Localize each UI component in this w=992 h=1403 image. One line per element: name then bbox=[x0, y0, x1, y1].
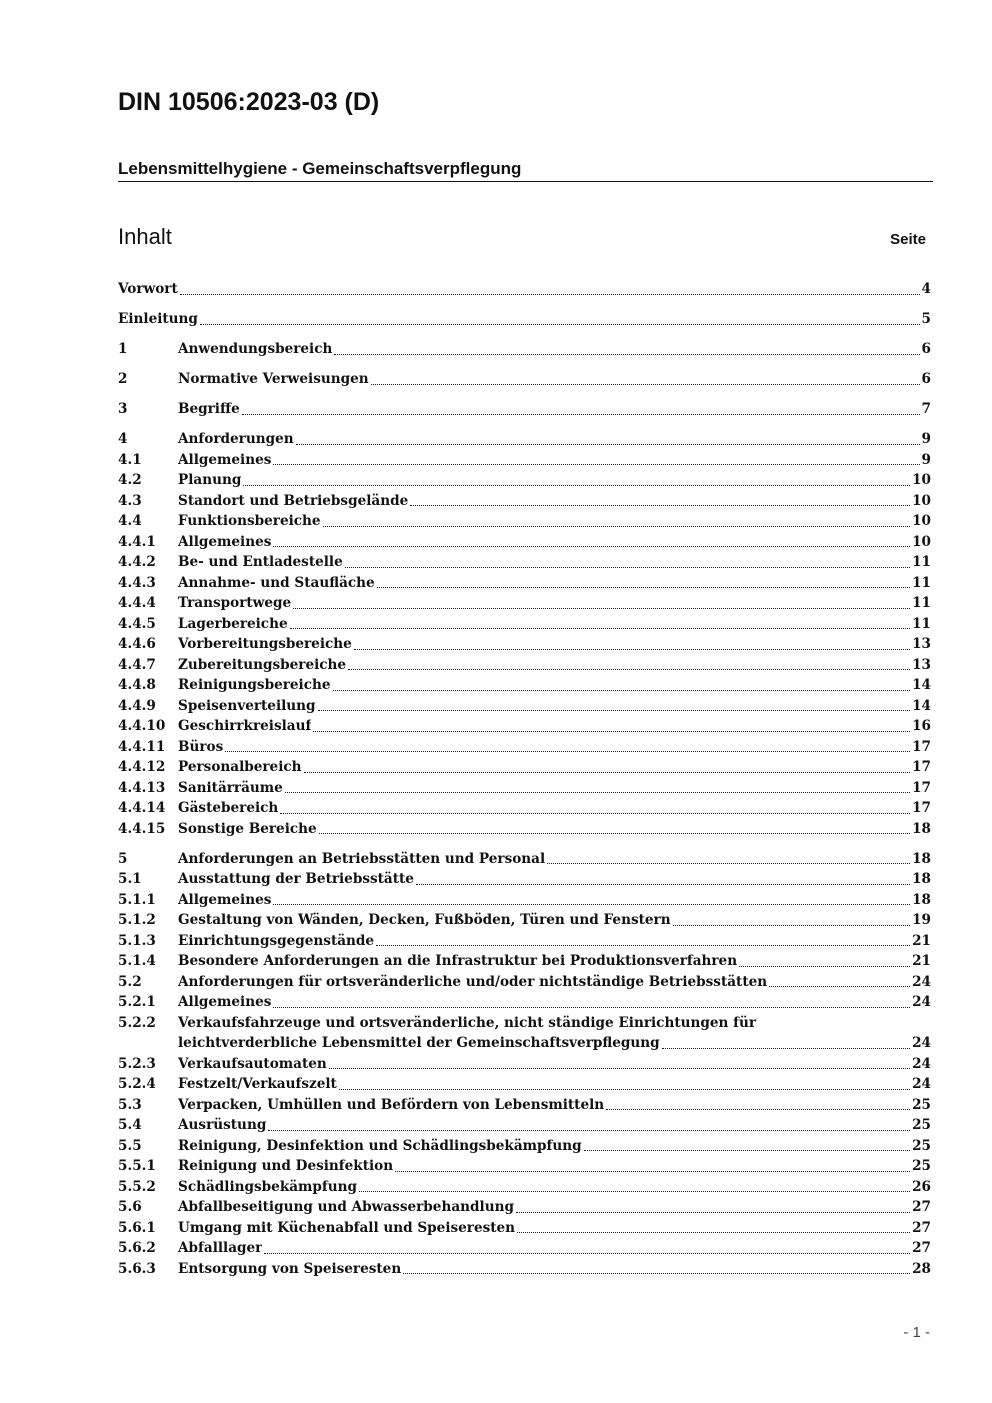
toc-entry-page: 18 bbox=[912, 850, 931, 867]
toc-entry[interactable] bbox=[118, 429, 931, 450]
toc-entry-number: 2 bbox=[118, 371, 128, 387]
toc-heading: Inhalt bbox=[118, 224, 172, 249]
toc-entry-title: Entsorgung von Speiseresten bbox=[178, 1260, 402, 1277]
toc-entry-page: 19 bbox=[912, 912, 931, 928]
toc-entry-number: 5.5.1 bbox=[118, 1158, 156, 1174]
toc-entry-number: 4.4.10 bbox=[118, 718, 166, 734]
toc-leader bbox=[318, 710, 911, 711]
toc-entry-page: 11 bbox=[912, 595, 931, 611]
toc-entry-page: 11 bbox=[912, 554, 931, 570]
toc-entry[interactable] bbox=[118, 491, 931, 512]
toc-entry[interactable] bbox=[118, 1197, 931, 1218]
toc-entry-page: 24 bbox=[912, 1055, 931, 1072]
toc-entry-page: 28 bbox=[912, 1260, 931, 1277]
toc-entry-number: 5.6 bbox=[118, 1199, 142, 1215]
toc-entry-title: Verpacken, Umhüllen und Befördern von Lebensmitteln bbox=[178, 1096, 605, 1113]
toc-leader bbox=[313, 731, 910, 732]
toc-leader bbox=[333, 690, 911, 691]
document-subtitle: Lebensmittelhygiene - Gemeinschaftsverpflegung bbox=[118, 159, 933, 182]
toc-entry-number: 4.4.5 bbox=[118, 615, 156, 632]
toc-entry-title: Allgemeines bbox=[178, 994, 272, 1010]
toc-entry-title: Schädlingsbekämpfung bbox=[178, 1178, 358, 1195]
toc-entry-number: 5.2.2 bbox=[118, 1014, 156, 1031]
toc-entry[interactable] bbox=[118, 470, 931, 491]
toc-leader bbox=[273, 1007, 910, 1008]
toc-entry[interactable] bbox=[118, 369, 931, 390]
toc-entry-title: Reinigung und Desinfektion bbox=[178, 1158, 394, 1174]
toc-entry-page: 7 bbox=[921, 401, 931, 417]
table-of-contents bbox=[118, 279, 931, 1279]
toc-leader bbox=[739, 966, 910, 967]
toc-entry-number: 5.6.2 bbox=[118, 1240, 156, 1256]
toc-leader bbox=[264, 1253, 910, 1254]
toc-leader bbox=[304, 772, 911, 773]
toc-leader bbox=[319, 833, 910, 834]
toc-entry-number: 5.3 bbox=[118, 1096, 142, 1113]
toc-leader bbox=[348, 669, 910, 670]
toc-entry-title: Besondere Anforderungen an die Infrastruktur bei Produktionsverfahren bbox=[178, 953, 738, 969]
toc-entry-number: 5.2.3 bbox=[118, 1055, 156, 1072]
toc-entry-number: 4.4.1 bbox=[118, 533, 156, 550]
toc-entry-page: 11 bbox=[912, 615, 931, 632]
toc-entry[interactable] bbox=[118, 849, 931, 870]
toc-entry-page: 13 bbox=[912, 636, 931, 652]
toc-entry[interactable] bbox=[118, 675, 931, 696]
toc-leader bbox=[296, 444, 920, 445]
toc-entry[interactable] bbox=[118, 757, 931, 778]
toc-entry-page: 16 bbox=[912, 718, 931, 734]
toc-entry[interactable] bbox=[118, 614, 931, 635]
toc-entry-number: 4.4.8 bbox=[118, 677, 156, 693]
toc-leader bbox=[323, 526, 910, 527]
toc-entry-title: Be- und Entladestelle bbox=[178, 554, 343, 570]
toc-entry-title: Anforderungen für ortsveränderliche und/oder nichtständige Betriebsstätten bbox=[178, 973, 768, 990]
toc-entry-title: Sonstige Bereiche bbox=[178, 820, 317, 837]
toc-entry-title: Speisenverteilung bbox=[178, 697, 316, 714]
toc-entry-title: Festzelt/Verkaufszelt bbox=[178, 1076, 337, 1092]
toc-entry-number: 4.4 bbox=[118, 513, 142, 529]
toc-leader bbox=[242, 414, 920, 415]
toc-entry[interactable] bbox=[118, 634, 931, 655]
toc-entry[interactable] bbox=[118, 931, 931, 952]
toc-entry-page: 27 bbox=[912, 1219, 931, 1236]
toc-entry-number: 4 bbox=[118, 431, 128, 447]
toc-entry[interactable] bbox=[118, 1013, 931, 1054]
toc-leader bbox=[547, 863, 910, 864]
toc-entry-number: 5.1.2 bbox=[118, 912, 156, 928]
toc-leader bbox=[516, 1212, 910, 1213]
toc-entry-title: Anwendungsbereich bbox=[178, 341, 333, 357]
toc-entry-title: Reinigung, Desinfektion und Schädlingsbekämpfung bbox=[178, 1137, 582, 1154]
toc-page-label: Seite bbox=[890, 231, 926, 248]
toc-entry[interactable] bbox=[118, 552, 931, 573]
toc-leader bbox=[410, 505, 910, 506]
toc-leader bbox=[354, 649, 910, 650]
toc-entry-title: Allgemeines bbox=[178, 533, 272, 550]
toc-entry-number: 5.2.4 bbox=[118, 1076, 156, 1092]
toc-entry-page: 18 bbox=[912, 820, 931, 837]
toc-entry-page: 14 bbox=[912, 677, 931, 693]
toc-entry-title: Planung bbox=[178, 472, 242, 488]
toc-entry-number: 4.2 bbox=[118, 472, 142, 488]
toc-entry-page: 24 bbox=[912, 1035, 931, 1051]
toc-entry-page: 14 bbox=[912, 697, 931, 714]
toc-entry-number: 4.4.2 bbox=[118, 554, 156, 570]
toc-entry[interactable] bbox=[118, 339, 931, 360]
toc-entry-title: Personalbereich bbox=[178, 759, 302, 775]
toc-leader bbox=[371, 384, 920, 385]
toc-entry-page: 27 bbox=[912, 1240, 931, 1256]
toc-entry-page: 24 bbox=[912, 994, 931, 1010]
toc-leader bbox=[339, 1089, 910, 1090]
toc-entry-title: Vorwort bbox=[118, 281, 178, 297]
toc-entry[interactable] bbox=[118, 819, 931, 840]
toc-leader bbox=[285, 792, 910, 793]
toc-entry-number: 5.1.3 bbox=[118, 932, 156, 949]
toc-entry-number: 4.4.13 bbox=[118, 779, 166, 796]
toc-entry-number: 5.5 bbox=[118, 1137, 142, 1154]
toc-entry[interactable] bbox=[118, 1136, 931, 1157]
toc-entry-page: 25 bbox=[912, 1137, 931, 1154]
toc-entry-title: Vorbereitungsbereiche bbox=[178, 636, 352, 652]
toc-entry-number: 4.4.14 bbox=[118, 800, 166, 816]
toc-entry-title: Verkaufsautomaten bbox=[178, 1055, 327, 1072]
toc-entry[interactable] bbox=[118, 399, 931, 420]
toc-entry-page: 17 bbox=[912, 759, 931, 775]
toc-entry[interactable] bbox=[118, 696, 931, 717]
toc-leader bbox=[395, 1171, 910, 1172]
toc-entry-title: Transportwege bbox=[178, 595, 292, 611]
toc-entry-title: Anforderungen bbox=[178, 431, 294, 447]
toc-entry-page: 10 bbox=[912, 472, 931, 488]
toc-leader bbox=[377, 587, 910, 588]
toc-entry-page: 25 bbox=[912, 1096, 931, 1113]
toc-entry[interactable] bbox=[118, 1238, 931, 1259]
toc-entry-title: Normative Verweisungen bbox=[178, 371, 369, 387]
toc-entry-page: 10 bbox=[912, 513, 931, 529]
toc-entry[interactable] bbox=[118, 1095, 931, 1116]
toc-entry-number: 5.5.2 bbox=[118, 1178, 156, 1195]
toc-entry[interactable] bbox=[118, 737, 931, 758]
toc-entry[interactable] bbox=[118, 798, 931, 819]
toc-leader bbox=[606, 1109, 910, 1110]
toc-entry-number: 5.1.1 bbox=[118, 891, 156, 908]
toc-entry-title: Allgemeines bbox=[178, 451, 272, 468]
toc-entry-title: Büros bbox=[178, 738, 224, 755]
toc-leader bbox=[345, 567, 910, 568]
toc-entry-number: 4.4.4 bbox=[118, 595, 156, 611]
toc-leader bbox=[273, 464, 919, 465]
toc-entry-title: Abfallbeseitigung und Abwasserbehandlung bbox=[178, 1199, 514, 1215]
toc-entry-number: 5.2 bbox=[118, 973, 142, 990]
toc-entry-page: 10 bbox=[912, 492, 931, 509]
toc-entry-number: 4.4.7 bbox=[118, 656, 156, 673]
toc-entry-number: 4.4.12 bbox=[118, 759, 166, 775]
toc-entry-page: 11 bbox=[912, 574, 931, 591]
toc-entry-page: 6 bbox=[921, 341, 931, 357]
toc-leader bbox=[280, 813, 910, 814]
toc-entry-page: 13 bbox=[912, 656, 931, 673]
toc-entry-number: 5 bbox=[118, 850, 128, 867]
toc-entry[interactable] bbox=[118, 532, 931, 553]
toc-leader bbox=[293, 608, 910, 609]
page-number: - 1 - bbox=[903, 1324, 930, 1341]
toc-entry[interactable] bbox=[118, 1259, 931, 1280]
document-id: DIN 10506:2023-03 (D) bbox=[118, 88, 380, 116]
toc-entry-page: 10 bbox=[912, 533, 931, 550]
toc-leader bbox=[769, 986, 910, 987]
toc-entry-page: 21 bbox=[912, 953, 931, 969]
toc-leader bbox=[517, 1232, 910, 1233]
toc-leader bbox=[268, 1130, 910, 1131]
toc-entry[interactable] bbox=[118, 573, 931, 594]
toc-leader bbox=[403, 1273, 910, 1274]
toc-entry-page: 5 bbox=[921, 311, 931, 327]
toc-leader bbox=[290, 628, 910, 629]
toc-entry[interactable] bbox=[118, 1115, 931, 1136]
toc-entry-number: 3 bbox=[118, 401, 128, 417]
toc-entry[interactable] bbox=[118, 951, 931, 972]
toc-entry-title: Begriffe bbox=[178, 401, 240, 417]
toc-entry[interactable] bbox=[118, 1156, 931, 1177]
toc-entry-number: 5.1 bbox=[118, 871, 142, 887]
toc-entry-title: Gestaltung von Wänden, Decken, Fußböden, Türen und Fenstern bbox=[178, 912, 671, 928]
toc-entry-page: 9 bbox=[921, 451, 931, 468]
toc-entry[interactable] bbox=[118, 992, 931, 1013]
toc-entry[interactable] bbox=[118, 890, 931, 911]
toc-entry-title: Lagerbereiche bbox=[178, 615, 288, 632]
toc-leader bbox=[243, 485, 910, 486]
toc-entry-title: Annahme- und Staufläche bbox=[178, 574, 375, 591]
toc-entry-page: 24 bbox=[912, 1076, 931, 1092]
toc-entry-title: Anforderungen an Betriebsstätten und Personal bbox=[178, 850, 546, 867]
toc-entry-number: 4.4.3 bbox=[118, 574, 156, 591]
toc-entry-title: Gästebereich bbox=[178, 800, 279, 816]
toc-entry[interactable] bbox=[118, 910, 931, 931]
toc-entry[interactable] bbox=[118, 778, 931, 799]
toc-entry-page: 18 bbox=[912, 891, 931, 908]
toc-entry[interactable] bbox=[118, 716, 931, 737]
toc-leader bbox=[673, 925, 910, 926]
toc-entry-number: 4.3 bbox=[118, 492, 142, 509]
toc-entry-title: Einrichtungsgegenstände bbox=[178, 932, 375, 949]
toc-entry-number: 4.4.6 bbox=[118, 636, 156, 652]
toc-entry-page: 21 bbox=[912, 932, 931, 949]
toc-entry-title: Funktionsbereiche bbox=[178, 513, 321, 529]
toc-entry[interactable] bbox=[118, 279, 931, 300]
toc-entry-title: Zubereitungsbereiche bbox=[178, 656, 347, 673]
toc-entry-number: 1 bbox=[118, 341, 128, 357]
toc-entry-number: 5.6.3 bbox=[118, 1260, 156, 1277]
toc-leader bbox=[273, 546, 910, 547]
toc-leader bbox=[359, 1191, 910, 1192]
toc-entry-page: 17 bbox=[912, 800, 931, 816]
toc-entry-title: Reinigungsbereiche bbox=[178, 677, 331, 693]
toc-leader bbox=[180, 294, 920, 295]
toc-entry-title: Sanitärräume bbox=[178, 779, 283, 796]
toc-entry-page: 18 bbox=[912, 871, 931, 887]
toc-entry[interactable] bbox=[118, 1054, 931, 1075]
toc-entry-number: 5.6.1 bbox=[118, 1219, 156, 1236]
toc-leader bbox=[416, 884, 910, 885]
toc-entry-number: 5.1.4 bbox=[118, 953, 156, 969]
toc-entry-number: 4.4.15 bbox=[118, 820, 166, 837]
toc-entry-title: Ausrüstung bbox=[178, 1117, 267, 1133]
toc-entry[interactable] bbox=[118, 593, 931, 614]
toc-leader bbox=[273, 904, 910, 905]
toc-entry-page: 24 bbox=[912, 973, 931, 990]
toc-entry-title: Umgang mit Küchenabfall und Speiseresten bbox=[178, 1219, 516, 1236]
toc-entry-page: 4 bbox=[921, 281, 931, 297]
toc-entry-title: Ausstattung der Betriebsstätte bbox=[178, 871, 414, 887]
toc-entry[interactable] bbox=[118, 511, 931, 532]
toc-entry[interactable] bbox=[118, 450, 931, 471]
toc-entry[interactable] bbox=[118, 1177, 931, 1198]
toc-entry-title: Geschirrkreislauf bbox=[178, 718, 312, 734]
toc-entry[interactable] bbox=[118, 1218, 931, 1239]
toc-entry-page: 25 bbox=[912, 1117, 931, 1133]
toc-entry-page: 26 bbox=[912, 1178, 931, 1195]
toc-leader bbox=[584, 1150, 910, 1151]
toc-entry-number: 5.4 bbox=[118, 1117, 142, 1133]
toc-entry-number: 5.2.1 bbox=[118, 994, 156, 1010]
toc-entry-title: Standort und Betriebsgelände bbox=[178, 492, 409, 509]
toc-entry-number: 4.1 bbox=[118, 451, 142, 468]
toc-leader bbox=[329, 1068, 910, 1069]
toc-leader bbox=[662, 1048, 910, 1049]
toc-entry-page: 17 bbox=[912, 779, 931, 796]
toc-entry[interactable] bbox=[118, 1074, 931, 1095]
toc-entry-number: 4.4.11 bbox=[118, 738, 166, 755]
toc-entry[interactable] bbox=[118, 309, 931, 330]
toc-entry-page: 27 bbox=[912, 1199, 931, 1215]
toc-leader bbox=[200, 324, 920, 325]
toc-entry-title-continued: leichtverderbliche Lebensmittel der Gemeinschaftsverpflegung bbox=[178, 1035, 660, 1051]
toc-entry-title: Einleitung bbox=[118, 311, 198, 327]
toc-entry-number: 4.4.9 bbox=[118, 697, 156, 714]
toc-leader bbox=[225, 751, 910, 752]
toc-entry-title: Abfalllager bbox=[178, 1240, 263, 1256]
toc-entry-page: 17 bbox=[912, 738, 931, 755]
toc-entry[interactable] bbox=[118, 972, 931, 993]
toc-entry-page: 9 bbox=[921, 431, 931, 447]
toc-entry-page: 6 bbox=[921, 371, 931, 387]
toc-leader bbox=[334, 354, 919, 355]
toc-leader bbox=[376, 945, 910, 946]
toc-entry-page: 25 bbox=[912, 1158, 931, 1174]
toc-header bbox=[118, 224, 926, 250]
toc-entry-title: Allgemeines bbox=[178, 891, 272, 908]
toc-entry-title: Verkaufsfahrzeuge und ortsveränderliche, nicht ständige Einrichtungen für bbox=[178, 1014, 757, 1031]
toc-entry[interactable] bbox=[118, 869, 931, 890]
toc-entry[interactable] bbox=[118, 655, 931, 676]
